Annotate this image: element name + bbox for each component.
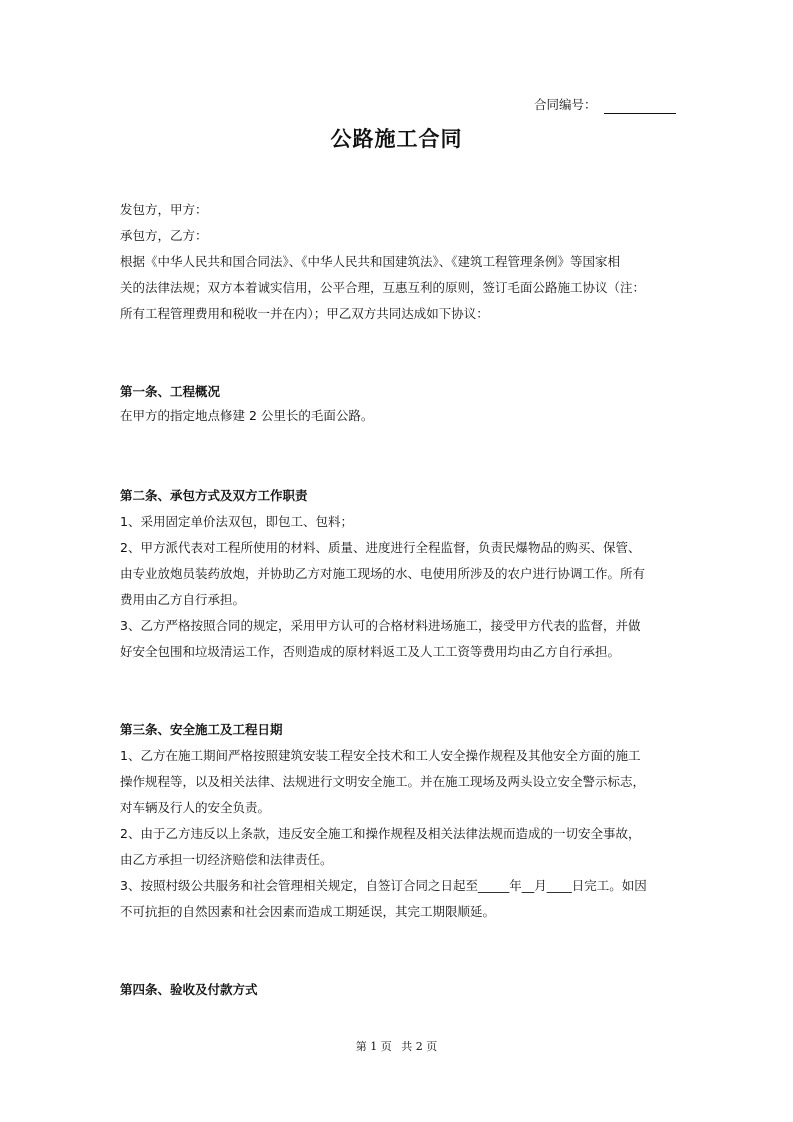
article-1-heading: 第一条、工程概况 xyxy=(120,384,221,399)
article-2-line-1: 1、采用固定单价法双包，即包工、包料； xyxy=(120,514,353,529)
preamble-line-1: 根据《中华人民共和国合同法》、《中华人民共和国建筑法》、《建筑工程管理条例》等国家相 xyxy=(120,254,621,269)
article-3-line-1: 1、乙方在施工期间严格按照建筑安装工程安全技术和工人安全操作规程及其他安全方面的施工 xyxy=(120,748,641,763)
article-3-line-6: 3、按照村级公共服务和社会管理相关规定，自签订合同之日起至_____年__月____日完工。如因 xyxy=(120,878,647,893)
article-2-line-3: 由专业放炮员装药放炮，并协助乙方对施工现场的水、电使用所涉及的农户进行协调工作。所有 xyxy=(120,566,646,581)
article-4-heading: 第四条、验收及付款方式 xyxy=(120,982,258,997)
preamble-line-3: 所有工程管理费用和税收一并在内）；甲乙双方共同达成如下协议： xyxy=(120,306,489,321)
article-2-heading: 第二条、承包方式及双方工作职责 xyxy=(120,488,308,503)
party-a-line: 发包方，甲方： xyxy=(120,202,208,217)
preamble-line-2: 关的法律法规；双方本着诚实信用，公平合理，互惠互利的原则，签订毛面公路施工协议（注： xyxy=(120,280,646,295)
article-2-line-5: 3、乙方严格按照合同的规定，采用甲方认可的合格材料进场施工，接受甲方代表的监督，并做 xyxy=(120,618,641,633)
page-number-current: 第 1 页 xyxy=(355,1040,392,1053)
article-3-line-4: 2、由于乙方违反以上条款，违反安全施工和操作规程及相关法律法规而造成的一切安全事故， xyxy=(120,826,641,841)
page-number-total: 共 2 页 xyxy=(401,1040,438,1053)
party-b-line: 承包方，乙方： xyxy=(120,228,208,243)
document-title: 公路施工合同 xyxy=(330,126,463,151)
contract-number-label: 合同编号： xyxy=(534,97,597,112)
contract-number-blank-line xyxy=(604,113,676,114)
article-1-line-1: 在甲方的指定地点修建 2 公里长的毛面公路。 xyxy=(120,408,374,423)
article-3-line-3: 对车辆及行人的安全负责。 xyxy=(120,800,271,815)
page-footer xyxy=(0,1040,793,1054)
article-2-line-4: 费用由乙方自行承担。 xyxy=(120,592,246,607)
article-2-line-2: 2、甲方派代表对工程所使用的材料、质量、进度进行全程监督，负责民爆物品的购买、保管、 xyxy=(120,540,641,555)
article-3-line-5: 由乙方承担一切经济赔偿和法律责任。 xyxy=(120,852,333,867)
contract-number-field xyxy=(534,96,597,114)
article-2-line-6: 好安全包围和垃圾清运工作，否则造成的原材料返工及人工工资等费用均由乙方自行承担。 xyxy=(120,644,621,659)
article-3-heading: 第三条、安全施工及工程日期 xyxy=(120,722,283,737)
article-3-line-7: 不可抗拒的自然因素和社会因素而造成工期延误，其完工期限顺延。 xyxy=(120,904,496,919)
article-3-line-2: 操作规程等，以及相关法律、法规进行文明安全施工。并在施工现场及两头设立安全警示标志， xyxy=(120,774,646,789)
